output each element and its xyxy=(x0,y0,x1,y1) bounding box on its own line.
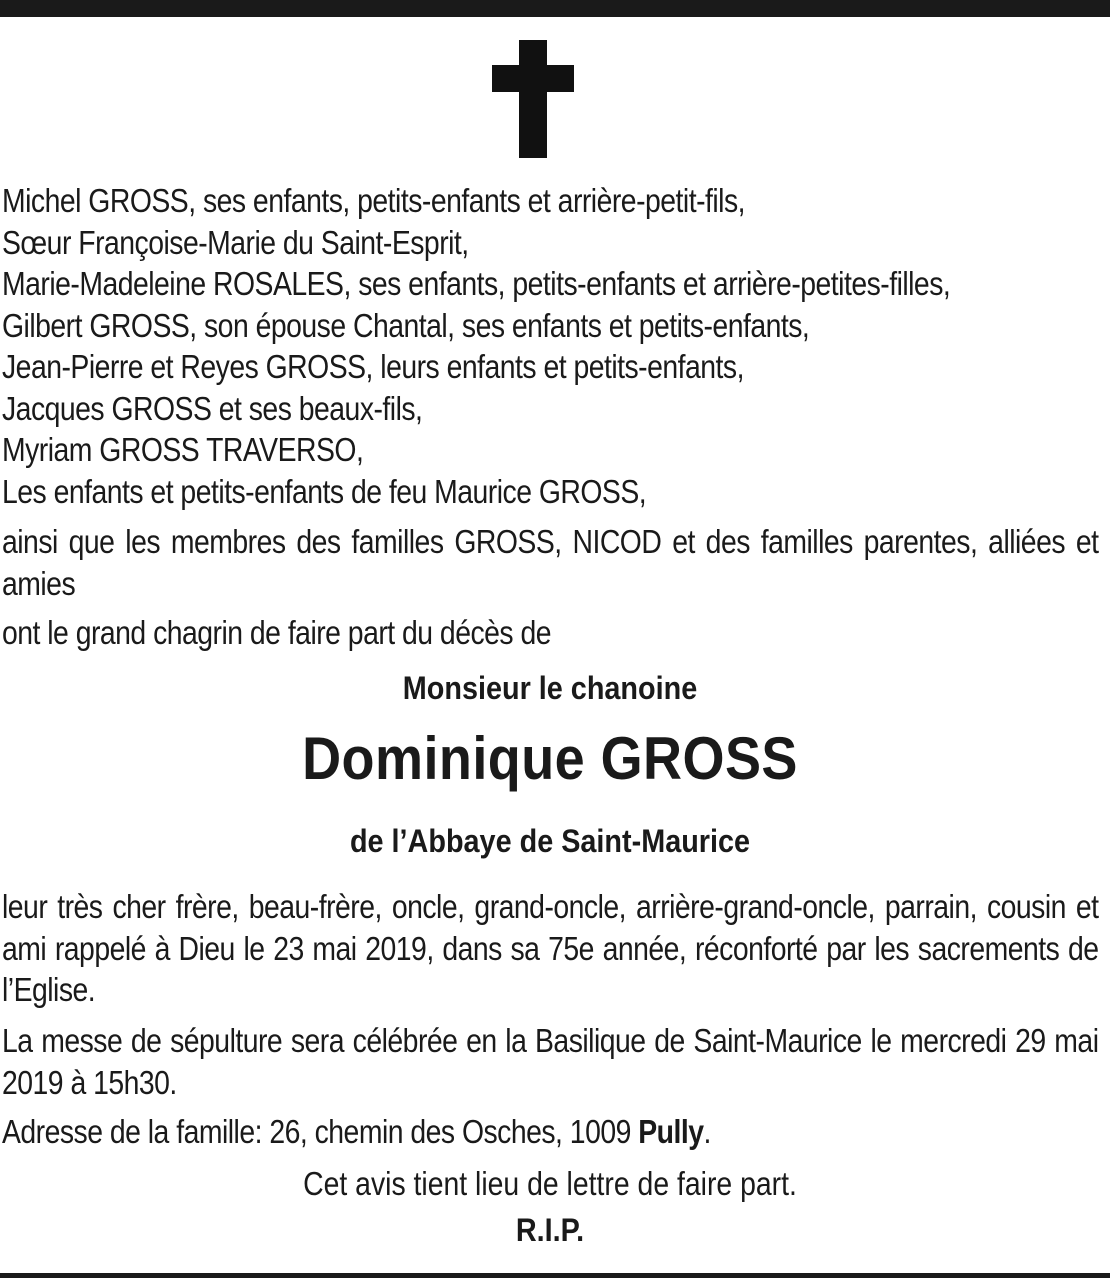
announcer-line: Sœur Françoise-Marie du Saint-Esprit, xyxy=(2,223,469,261)
announcers-list xyxy=(2,180,1102,512)
funeral-paragraph xyxy=(2,1020,1102,1103)
top-border xyxy=(0,0,1110,17)
announcer-line: Jacques GROSS et ses beaux-fils, xyxy=(2,389,423,427)
announcer-line: Gilbert GROSS, son épouse Chantal, ses enfants et petits-enfants, xyxy=(2,306,810,344)
address-suffix: . xyxy=(703,1113,711,1150)
address-town: Pully xyxy=(638,1113,704,1150)
address-paragraph xyxy=(2,1111,1102,1153)
announcement-text: ont le grand chagrin de faire part du décès de xyxy=(2,614,551,651)
address-text xyxy=(2,1111,948,1153)
bottom-border xyxy=(0,1273,1110,1278)
deceased-name: Dominique GROSS xyxy=(302,725,798,792)
deceased-title: Monsieur le chanoine xyxy=(402,670,698,706)
funeral-text: La messe de sépulture sera célébrée en la Basilique de Saint-Maurice le mercredi 29 mai 2019 à 15h30. xyxy=(2,1022,1099,1101)
address-prefix: Adresse de la famille: 26, chemin des Osches, 1009 xyxy=(2,1113,639,1150)
relation-paragraph xyxy=(2,886,1102,1011)
announcer-line: Michel GROSS, ses enfants, petits-enfants et arrière-petit-fils, xyxy=(2,182,745,219)
deceased-name-wrap xyxy=(0,724,1100,793)
cross-icon xyxy=(492,40,574,158)
closing-text: R.I.P. xyxy=(515,1212,585,1248)
announcer-line: Myriam GROSS TRAVERSO, xyxy=(2,431,364,468)
announcer-line: Marie-Madeleine ROSALES, ses enfants, petits-enfants et arrière-petites-filles, xyxy=(2,265,951,302)
deceased-title-wrap xyxy=(0,670,1100,707)
deceased-affiliation-wrap xyxy=(0,823,1100,860)
relation-text: leur très cher frère, beau-frère, oncle, grand-oncle, arrière-grand-oncle, parrain, cousin et ami rappelé à Dieu le 23 mai 2019, dans sa 75e année, réconforté par les sacrements de l’Eglise. xyxy=(2,888,1099,1008)
families-paragraph xyxy=(2,521,1102,604)
notice-wrap xyxy=(0,1163,1100,1205)
closing-wrap xyxy=(0,1212,1100,1249)
deceased-affiliation: de l’Abbaye de Saint-Maurice xyxy=(349,823,751,859)
announcement-paragraph xyxy=(2,612,1102,654)
notice-text: Cet avis tient lieu de lettre de faire part. xyxy=(303,1165,797,1202)
announcer-line: Les enfants et petits-enfants de feu Maurice GROSS, xyxy=(2,472,647,510)
announcer-line: Jean-Pierre et Reyes GROSS, leurs enfants et petits-enfants, xyxy=(2,348,744,385)
families-text: ainsi que les membres des familles GROSS, NICOD et des familles parentes, alliées et amies xyxy=(2,523,1099,602)
